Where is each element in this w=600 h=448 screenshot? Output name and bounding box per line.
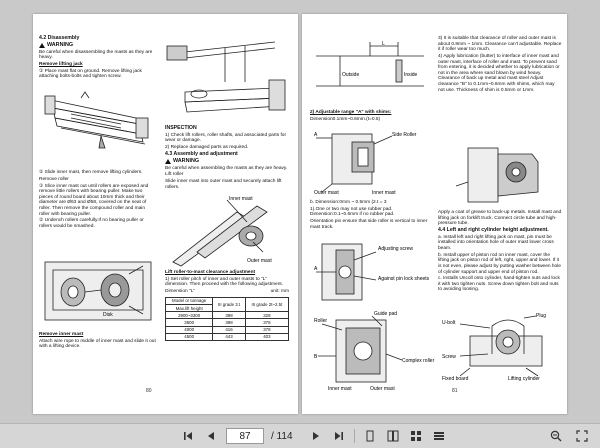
u-bolt-label: U-bolt bbox=[442, 320, 456, 326]
single-page-view-button[interactable] bbox=[362, 428, 378, 444]
section-heading: 4.3 Assembly and adjustment bbox=[165, 150, 238, 157]
u-bolt-figure bbox=[440, 310, 562, 384]
page-navigation bbox=[180, 428, 447, 444]
table-header-cell: III grade 2t~2.5t bbox=[245, 297, 288, 311]
total-pages-label: / 114 bbox=[271, 430, 293, 442]
inner-outer-mast-figure bbox=[167, 192, 289, 268]
warning-label: WARNING bbox=[165, 159, 289, 165]
dimension-label: Dimension "L" bbox=[165, 289, 196, 295]
table-row: 4000 416 378 bbox=[166, 326, 289, 333]
step-text: ① Slice inner mast out until rollers are exposed and remove little rollers with bearing puller. Make two pieces of round board about 10mm thick and their diameter are Ø63 and Ø58, covered on the seat of roller. Then remove the compound roller and main roller with bearing puller. bbox=[39, 183, 149, 217]
fixed-board-label: Fixed board bbox=[442, 376, 469, 382]
table-header-cell: Max.lift height bbox=[166, 304, 213, 311]
inner-mast-label: Inner mast bbox=[372, 190, 396, 196]
grid-view-icon bbox=[410, 430, 422, 442]
left-page-column-1 bbox=[39, 36, 157, 81]
guide-pad-label: Guide pad bbox=[374, 311, 398, 317]
mast-flat-figure bbox=[41, 88, 153, 160]
cylinder-figure bbox=[452, 142, 552, 206]
section-heading: INSPECTION bbox=[165, 125, 197, 131]
step-text: Dimension0.1mm~0.6mm.(t=0.5) bbox=[310, 116, 381, 122]
viewer-toolbar bbox=[0, 423, 600, 448]
scroll-view-button[interactable] bbox=[431, 428, 447, 444]
outer-mast-label: Outer mast bbox=[314, 190, 339, 196]
section-heading: 4.2 Disassembly bbox=[39, 35, 80, 41]
subheading: Remove lifting jack bbox=[39, 61, 83, 67]
page-number: 81 bbox=[452, 388, 458, 394]
left-page-column-2b bbox=[165, 270, 289, 341]
l-label: L bbox=[382, 41, 385, 47]
toolbar-separator bbox=[354, 429, 355, 443]
zoom-out-button[interactable] bbox=[548, 428, 564, 444]
dimension-row bbox=[165, 289, 289, 295]
subheading: 2) Adjustable range "A" with shims: bbox=[310, 110, 392, 115]
right-page-column-1b bbox=[310, 200, 428, 232]
left-page-column-2 bbox=[165, 126, 289, 191]
b-label: B bbox=[314, 354, 318, 360]
table-header-cell: III grade 3.t bbox=[213, 297, 245, 311]
step-text: a. Install left and right lifting jack on mast, pin must be installed into orientation hole of outer mast lower cross beam. bbox=[438, 234, 554, 251]
scroll-view-icon bbox=[433, 430, 445, 442]
step-text: Slide inner mast into outer mast and securely attach lift rollers. bbox=[165, 179, 282, 190]
adjusting-screw-figure bbox=[312, 236, 430, 306]
subheading: Remove inner mast bbox=[39, 332, 84, 337]
step-text: ② Slide inner mast, then remove lifting cylinders. bbox=[39, 170, 143, 175]
first-page-button[interactable] bbox=[180, 428, 196, 444]
right-page-column-2 bbox=[438, 36, 562, 94]
two-page-icon bbox=[387, 430, 399, 442]
hoist-figure bbox=[165, 32, 289, 122]
section-heading: 4.4 Left and right cylinder height adjustment. bbox=[438, 226, 549, 233]
side-roller-label: Side Roller bbox=[392, 132, 417, 138]
outside-label: Outside bbox=[342, 72, 360, 78]
step-text: Orientation pin ensure that side roller is vertical to inner mast track. bbox=[310, 219, 428, 230]
step-text: Apply a coat of grease to back-up metals. Install mast and lifting jack on forklift truck. Connect circle tube and high-pressure tube. bbox=[438, 210, 562, 227]
complex-roller-figure bbox=[312, 310, 435, 392]
warning-text: Be careful when disassembling the masts as they are heavy. bbox=[39, 49, 153, 61]
pdf-page-left bbox=[33, 14, 298, 414]
prev-page-button[interactable] bbox=[203, 428, 219, 444]
two-page-view-button[interactable] bbox=[385, 428, 401, 444]
page-number-input[interactable] bbox=[226, 428, 264, 444]
step-text: ① Place mast flat on ground. Remove lifting jack attaching bolts-bolts and tighten screw. bbox=[39, 68, 142, 80]
a-label: A bbox=[314, 132, 318, 138]
left-page-column-1b bbox=[39, 170, 157, 231]
last-page-icon bbox=[334, 431, 344, 441]
outer-mast-label: Outer mast bbox=[247, 258, 272, 264]
disk-figure bbox=[43, 260, 153, 322]
right-page-column-2b bbox=[438, 210, 562, 294]
single-page-icon bbox=[364, 430, 376, 442]
table-row: 2900~3300 398 328 bbox=[166, 312, 289, 319]
page-number: 80 bbox=[146, 388, 152, 394]
fullscreen-button[interactable] bbox=[574, 428, 590, 444]
step-text: b. Install upper of piston rod on inner mast, cover the lifting jack on piston rod of left, right, upper and lower. If it is not even, please adjust by putting washer between hole of cylinder support and upper end of piston rod. bbox=[438, 252, 561, 275]
unit-label: unit: mm bbox=[270, 289, 289, 295]
warning-label: WARNING bbox=[39, 43, 157, 49]
grid-view-button[interactable] bbox=[408, 428, 424, 444]
next-page-icon bbox=[311, 431, 321, 441]
right-page-column-1 bbox=[310, 110, 428, 124]
roller-label: Roller bbox=[314, 318, 328, 324]
table-row: 3600 398 378 bbox=[166, 319, 289, 326]
step-text: 1).One or two may not use rubber pad. Dimension:0.1~0.6mm if no rubber pad. bbox=[310, 206, 395, 218]
warning-icon bbox=[39, 43, 45, 48]
inner-mast-label: Inner mast bbox=[229, 196, 253, 202]
last-page-button[interactable] bbox=[331, 428, 347, 444]
step-text: 2) Replace damaged parts as required. bbox=[165, 145, 249, 151]
step-text: Attach wire rope to middle of inner mast and slide it out with a lifting device. bbox=[39, 338, 156, 350]
subheading: Remove roller bbox=[39, 176, 69, 182]
toolbar-right bbox=[548, 428, 590, 444]
adjusting-screw-label: Adjusting screw bbox=[378, 246, 414, 252]
a-label: A bbox=[314, 266, 318, 272]
screw-label: Screw bbox=[442, 354, 456, 360]
zoom-out-icon bbox=[550, 430, 562, 442]
plug-label: Plug bbox=[536, 313, 547, 319]
dimension-table bbox=[165, 297, 289, 341]
inner-mast-label: Inner mast bbox=[328, 386, 352, 392]
step-text: b. Dimension:0mm ~ 0.5mm (2.t = 3 bbox=[310, 200, 387, 205]
step-text: 1) Set roller pitch of inner and outer masts to "L" dimension. Then proceed with the following adjustment. bbox=[165, 276, 284, 288]
subheading: Lift roller bbox=[165, 172, 184, 178]
next-page-button[interactable] bbox=[308, 428, 324, 444]
fullscreen-icon bbox=[576, 430, 588, 442]
table-row: 4500 443 403 bbox=[166, 333, 289, 340]
step-text: c. Installs Uncoll onto cylinder, hand-tighten nuts and lock it with two tighten nuts. Screw down tighten bolt and nuts to avoiding loosing. bbox=[438, 276, 560, 293]
outside-inside-figure bbox=[310, 36, 430, 96]
prev-page-icon bbox=[206, 431, 216, 441]
left-page-column-1c bbox=[39, 332, 157, 351]
lifting-cylinder-label: Lifting cylinder bbox=[508, 376, 540, 382]
pdf-page-right bbox=[302, 14, 567, 414]
warning-icon bbox=[165, 159, 171, 164]
outer-mast-label: Outer mast bbox=[370, 386, 395, 392]
step-text: 4) Apply lubrication (butter) to interface of inner mast and outer mast, interface of roller and mast. To prevent sand from entering, it is decided whether to apply lubrication or not in the area where sand blown by wind heavy. Clearance of back up metal and mast steel Adjust clearance "B" to 0.1mm~0.6mm with shims, which may not use. Thickness of shim is 0.5mm or 1mm. bbox=[438, 53, 560, 93]
table-header-cell: Model or tonnage bbox=[166, 297, 213, 304]
step-text: 3) It is suitable that clearance of roller and outer mast is about 0.8mm ~ 1mm. Clearance can't adjustable. Replace it if roller wear too much. bbox=[438, 36, 562, 53]
subheading: Lift roller-to-mast clearance adjustment bbox=[165, 270, 256, 275]
side-roller-figure bbox=[312, 124, 428, 196]
first-page-icon bbox=[183, 431, 193, 441]
step-text: ② Undench rollers carefully.If no bearing puller or rollers would be smashed. bbox=[39, 218, 144, 229]
complex-roller-label: Complex roller bbox=[402, 358, 435, 364]
disk-label: Disk bbox=[103, 312, 113, 318]
step-text: 1) Check lift rollers, roller shafts, and associated parts for wear or damage. bbox=[165, 132, 287, 144]
inside-label: Inside bbox=[404, 72, 418, 78]
warning-text: Be careful when assembling the masts as they are heavy. bbox=[165, 165, 288, 171]
against-pin-label: Against pin lock sheets bbox=[378, 276, 430, 282]
